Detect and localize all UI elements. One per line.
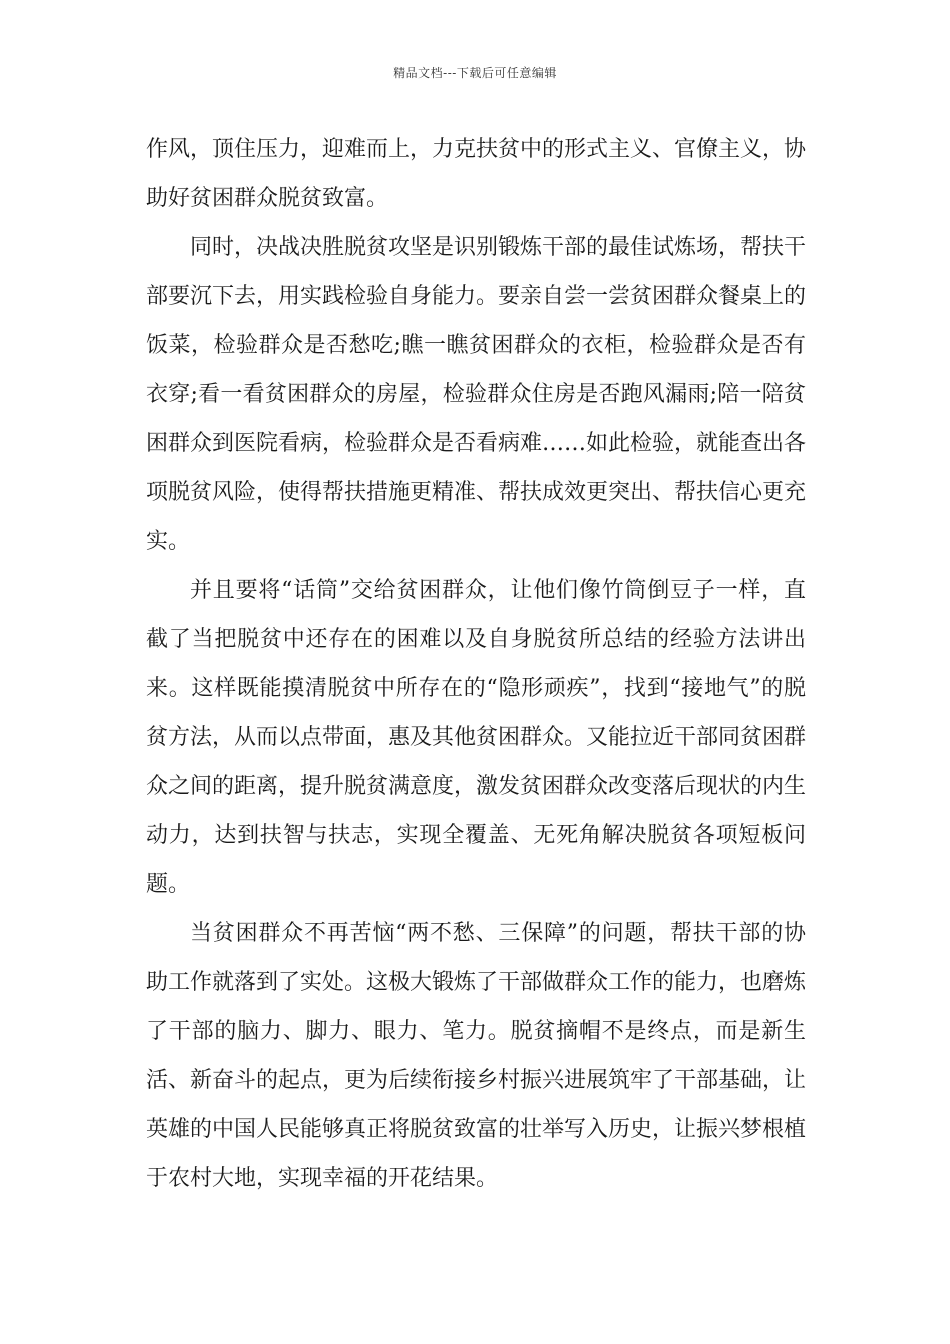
paragraph-conclusion: 当贫困群众不再苦恼“两不愁、三保障”的问题，帮扶干部的协助工作就落到了实处。这极大锻炼了干部做群众工作的能力，也磨炼了干部的脑力、脚力、眼力、笔力。脱贫摘帽不是终点，而是新生活、新奋斗的起点，更为后续衔接乡村振兴进展筑牢了干部基础，让英雄的中国人民能够真正将脱贫致富的壮举写入历史，让振兴梦根植于农村大地，实现幸福的开花结果。 xyxy=(146,921,807,1191)
paragraph-microphone: 并且要将“话筒”交给贫困群众，让他们像竹筒倒豆子一样，直截了当把脱贫中还存在的困难以及自身脱贫所总结的经验方法讲出来。这样既能摸清脱贫中所存在的“隐形顽疾”，找到“接地气”的脱贫方法，从而以点带面，惠及其他贫困群众。又能拉近干部同贫困群众之间的距离，提升脱贫满意度，激发贫困群众改变落后现状的内生动力，达到扶智与扶志，实现全覆盖、无死角解决脱贫各项短板问题。 xyxy=(146,578,807,897)
paragraph-training-ground: 同时，决战决胜脱贫攻坚是识别锻炼干部的最佳试炼场，帮扶干部要沉下去，用实践检验自身能力。要亲自尝一尝贫困群众餐桌上的饭菜，检验群众是否愁吃;瞧一瞧贫困群众的衣柜，检验群众是否有衣穿;看一看贫困群众的房屋，检验群众住房是否跑风漏雨;陪一陪贫困群众到医院看病，检验群众是否看病难……如此检验，就能查出各项脱贫风险，使得帮扶措施更精准、帮扶成效更突出、帮扶信心更充实。 xyxy=(146,235,807,554)
document-body xyxy=(146,125,806,1203)
paragraph-continuation: 作风，顶住压力，迎难而上，力克扶贫中的形式主义、官僚主义，协助好贫困群众脱贫致富。 xyxy=(146,137,807,211)
page-header: 精品文档---下载后可任意编辑 xyxy=(393,66,557,80)
